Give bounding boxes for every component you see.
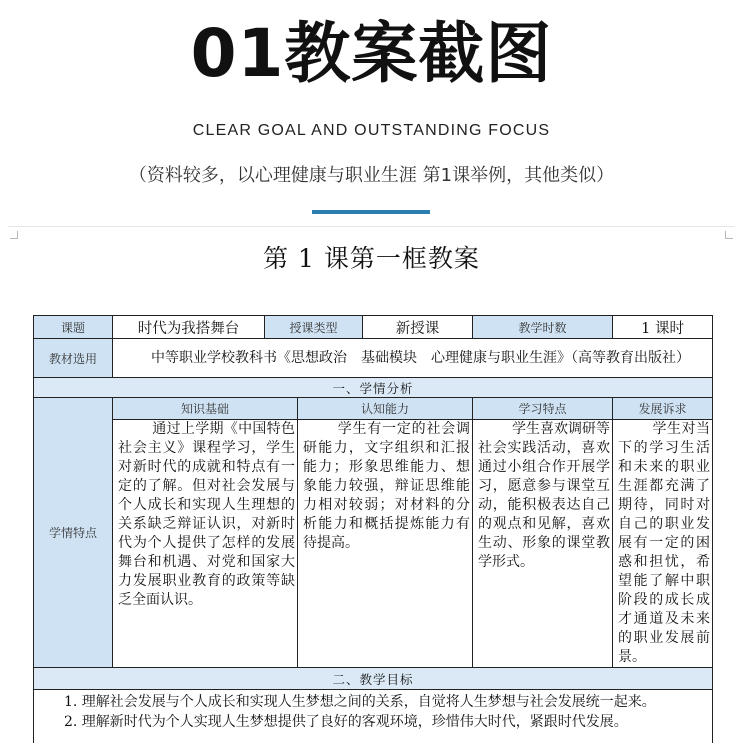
cell-development-text: 学生对当下的学习生活和未来的职业生涯都充满了期待，同时对自己的职业发展有一定的困惑和担忧，希望能了解中职阶段的成长成才通道及未来的职业发展前景。 bbox=[618, 421, 711, 665]
table-row bbox=[34, 316, 713, 339]
page-corner-mark bbox=[725, 231, 733, 239]
page-subtitle: CLEAR GOAL AND OUTSTANDING FOCUS bbox=[192, 122, 551, 139]
table-row bbox=[34, 420, 713, 668]
col-header-learning: 学习特点 bbox=[473, 398, 613, 420]
col-header-development: 发展诉求 bbox=[613, 398, 713, 420]
table-row bbox=[34, 378, 713, 398]
page-corner-mark bbox=[10, 231, 18, 239]
section-heading-goals: 二、教学目标 bbox=[34, 668, 713, 690]
goals-cell bbox=[34, 690, 713, 743]
hours-value: 1 课时 bbox=[613, 316, 713, 339]
cell-development bbox=[613, 420, 713, 668]
hours-label: 教学时数 bbox=[473, 316, 613, 339]
cell-knowledge bbox=[113, 420, 298, 668]
accent-divider bbox=[312, 210, 430, 214]
cell-knowledge-text: 通过上学期《中国特色社会主义》课程学习，学生对新时代的成就和特点有一定的了解。但对社会发展与个人成长和实现人生理想的关系缺乏辩证认识，对新时代为个人提供了怎样的发展舞台和机遇、对党和国家大力发展职业教育的政策等缺乏全面认识。 bbox=[118, 421, 295, 608]
topic-value: 时代为我搭舞台 bbox=[113, 316, 265, 339]
learner-traits-label: 学情特点 bbox=[34, 398, 113, 668]
textbook-text: 中等职业学校教科书《思想政治 基础模块 心理健康与职业生涯》（高等教育出版社） bbox=[151, 349, 690, 366]
cell-learning-text: 学生喜欢调研等社会实践活动，喜欢通过小组合作开展学习，愿意参与课堂互动，能积极表达自己的观点和见解，喜欢生动、形象的课堂教学形式。 bbox=[478, 421, 611, 570]
goal-item: 2. 理解新时代为个人实现人生梦想提供了良好的客观环境，珍惜伟大时代，紧跟时代发展。 bbox=[64, 714, 628, 730]
type-value: 新授课 bbox=[363, 316, 473, 339]
document-page bbox=[8, 226, 735, 743]
cell-cognition-text: 学生有一定的社会调研能力，文字组织和汇报能力；形象思维能力、想象能力较强，辩证思维能力相对较弱；对材料的分析能力和概括提炼能力有待提高。 bbox=[303, 421, 471, 551]
table-row bbox=[34, 690, 713, 743]
cell-learning bbox=[473, 420, 613, 668]
textbook-label: 教材选用 bbox=[34, 339, 113, 378]
table-row bbox=[34, 668, 713, 690]
col-header-cognition: 认知能力 bbox=[298, 398, 473, 420]
page-note: （资料较多，以心理健康与职业生涯 第1课举例，其他类似） bbox=[128, 165, 615, 186]
col-header-knowledge: 知识基础 bbox=[113, 398, 298, 420]
section-heading-analysis: 一、学情分析 bbox=[34, 378, 713, 398]
table-row bbox=[34, 339, 713, 378]
table-row bbox=[34, 398, 713, 420]
textbook-value bbox=[113, 339, 713, 378]
topic-label: 课题 bbox=[34, 316, 113, 339]
page-title: 01教案截图 bbox=[190, 15, 553, 92]
cell-cognition bbox=[298, 420, 473, 668]
lesson-plan-table bbox=[33, 315, 713, 743]
type-label: 授课类型 bbox=[265, 316, 363, 339]
goal-item: 1. 理解社会发展与个人成长和实现人生梦想之间的关系，自觉将人生梦想与社会发展统一起来。 bbox=[64, 694, 656, 710]
document-heading: 第 1 课第一框教案 bbox=[263, 244, 480, 273]
